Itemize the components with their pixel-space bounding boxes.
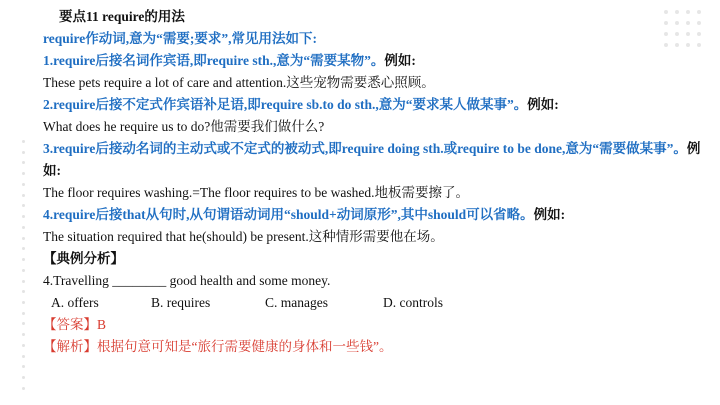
decorative-dot-column [22, 140, 26, 390]
option-b: B. requires [151, 295, 211, 310]
intro-line: require作动词,意为“需要;要求”,常见用法如下: [43, 31, 317, 46]
explanation-line: 【解析】根据句意可知是“旅行需要健康的身体和一些钱”。 [43, 339, 393, 354]
analysis-heading: 【典例分析】 [43, 251, 124, 266]
rule-1: 1.require后接名词作宾语,即require sth.,意为“需要某物”。例如: [43, 53, 416, 68]
example-3: The floor requires washing.=The floor requires to be washed.地板需要擦了。 [43, 185, 470, 200]
option-a: A. offers [51, 295, 99, 310]
rule-3: 3.require后接动名词的主动式或不定式的被动式,即require doing sth.或require to be done,意为“需要做某事”。例如: [43, 141, 701, 178]
answer-line: 【答案】B [43, 317, 107, 332]
page-title: 要点11 require的用法 [59, 9, 185, 24]
example-2: What does he require us to do?他需要我们做什么? [43, 119, 325, 134]
answer-options [43, 292, 703, 314]
option-d: D. controls [383, 295, 443, 310]
example-4: The situation required that he(should) be present.这种情形需要他在场。 [43, 229, 444, 244]
rule-2: 2.require后接不定式作宾语补足语,即require sb.to do sth.,意为“要求某人做某事”。例如: [43, 97, 559, 112]
option-c: C. manages [265, 295, 328, 310]
example-1: These pets require a lot of care and attention.这些宠物需要悉心照顾。 [43, 75, 435, 90]
question-text: 4.Travelling ________ good health and some money. [43, 273, 331, 288]
rule-4: 4.require后接that从句时,从句谓语动词用“should+动词原形”,其中should可以省略。例如: [43, 207, 566, 222]
document-body [43, 6, 703, 358]
